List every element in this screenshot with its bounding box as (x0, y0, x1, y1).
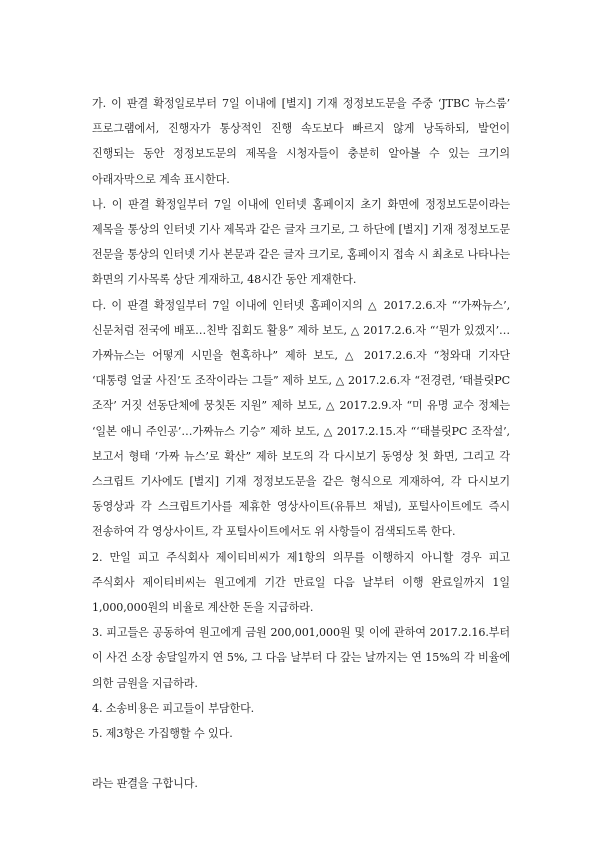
paragraph-2: 2. 만일 피고 주식회사 제이티비씨가 제1항의 의무를 이행하지 아니할 경우 피고 주식회사 제이티비씨는 원고에게 기간 만료일 다음 날부터 이행 완료일까지 1일 1,000,000원의 비율로 계산한 돈을 지급하라. (92, 550, 510, 615)
paragraph-ga: 가. 이 판결 확정일로부터 7일 이내에 [별지] 기재 정정보도문을 주중 ‘JTBC 뉴스룸’ 프로그램에서, 진행자가 통상적인 진행 속도보다 빠르지 않게 낭독하되, 발언이 진행되는 동안 정정보도문의 제목을 시청자들이 충분히 알아볼 수 있는 크기의 아래자막으로 계속 표시한다. (92, 97, 510, 186)
paragraph-na: 나. 이 판결 확정일부터 7일 이내에 인터넷 홈페이지 초기 화면에 정정보도문이라는 제목을 통상의 인터넷 기사 제목과 같은 글자 크기로, 그 하단에 [별지] 기재 정정보도문 전문을 통상의 인터넷 기사 본문과 같은 글자 크기로, 홈페이지 접속 시 최초로 나타나는 화면의 기사목록 상단 게재하고, 48시간 동안 게재한다. (92, 197, 510, 287)
document-body (92, 91, 510, 796)
closing-line: 라는 판결을 구합니다. (92, 777, 198, 791)
paragraph-spacer (92, 746, 510, 771)
paragraph-da: 다. 이 판결 확정일부터 7일 이내에 인터넷 홈페이지의 △ 2017.2.6.자 “‘가짜뉴스’, 신문처럼 전국에 배포…친박 집회도 활용” 제하 보도, △ 2017.2.6.자 “‘뭔가 있겠지’…가짜뉴스는 어떻게 시민을 현혹하나” 제하 보도, △ 2017.2.6.자 “청와대 기자단 ‘대통령 얼굴 사진’도 조작이라는 그들” 제하 보도, △ 2017.2.6.자 “전경련, ‘태블릿PC 조작’ 거짓 선동단체에 뭉칫돈 지원” 제하 보도, △ 2017.2.9.자 “미 유명 교수 정체는 ‘일본 애니 주인공’…가짜뉴스 기승” 제하 보도, △ 2017.2.15.자 “‘태블릿PC 조작설’, 보고서 형태 ‘가짜 뉴스’로 확산” 제하 보도의 각 다시보기 동영상 첫 화면, 그리고 각 스크립트 기사에도 [별지] 기재 정정보도문을 같은 형식으로 게재하여, 각 다시보기 동영상과 각 스크립트기사를 제휴한 영상사이트(유튜브 채널), 포털사이트에도 즉시 전송하여 각 영상사이트, 각 포털사이트에서도 위 사항들이 검색되도록 한다. (92, 298, 510, 539)
paragraph-4: 4. 소송비용은 피고들이 부담한다. (92, 701, 255, 715)
paragraph-5: 5. 제3항은 가집행할 수 있다. (92, 727, 233, 741)
paragraph-3: 3. 피고들은 공동하여 원고에게 금원 200,001,000원 및 이에 관하여 2017.2.16.부터 이 사건 소장 송달일까지 연 5%, 그 다음 날부터 다 갚는 날까지는 연 15%의 각 비율에 의한 금원을 지급하라. (92, 626, 510, 690)
